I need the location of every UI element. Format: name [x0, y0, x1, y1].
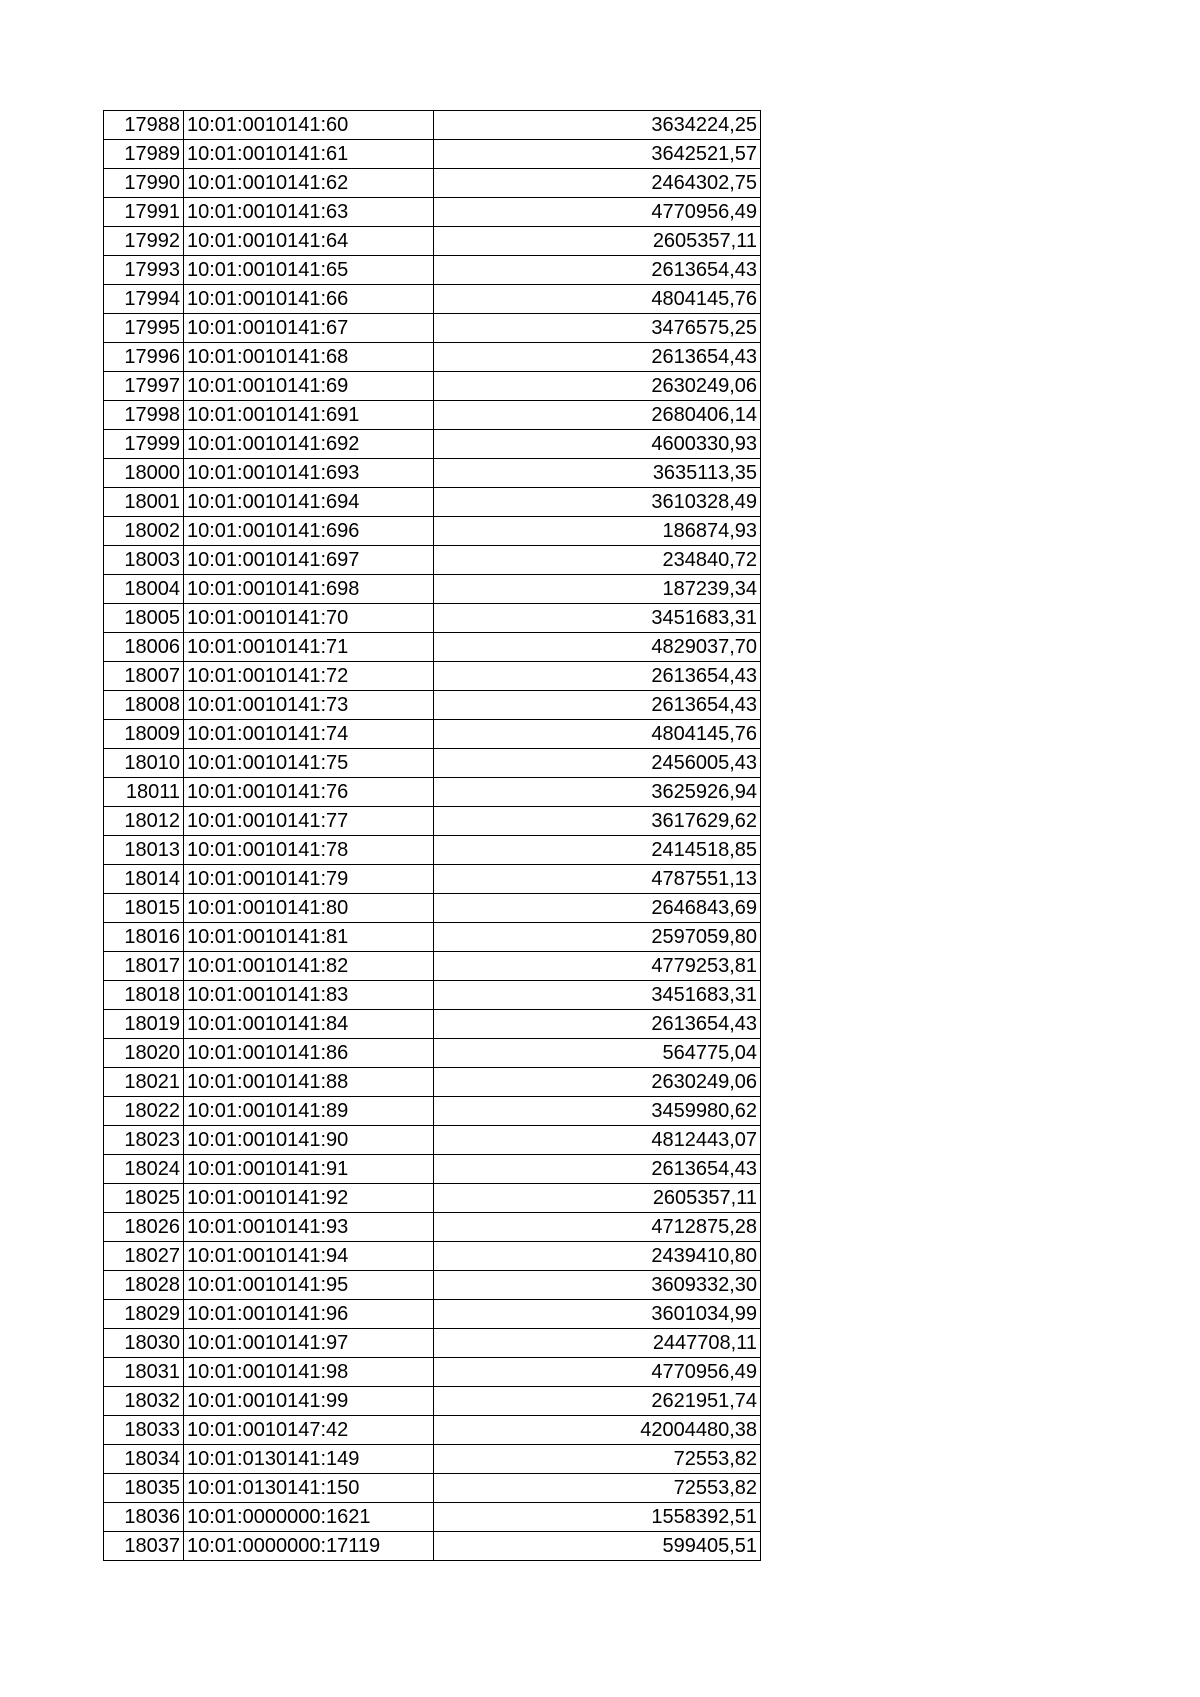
- cadastral-number-cell: 10:01:0010141:66: [184, 285, 434, 314]
- row-number-cell: 18031: [104, 1358, 184, 1387]
- table-row: [104, 169, 761, 198]
- table-row: [104, 1213, 761, 1242]
- value-cell: 4804145,76: [434, 720, 761, 749]
- row-number-cell: 18035: [104, 1474, 184, 1503]
- value-cell: 187239,34: [434, 575, 761, 604]
- value-cell: 4804145,76: [434, 285, 761, 314]
- table-row: [104, 749, 761, 778]
- cadastral-number-cell: 10:01:0130141:149: [184, 1445, 434, 1474]
- table-row: [104, 1039, 761, 1068]
- table-row: [104, 1068, 761, 1097]
- row-number-cell: 18022: [104, 1097, 184, 1126]
- table-row: [104, 981, 761, 1010]
- cadastral-number-cell: 10:01:0010141:697: [184, 546, 434, 575]
- table-row: [104, 1155, 761, 1184]
- cadastral-number-cell: 10:01:0010141:94: [184, 1242, 434, 1271]
- value-cell: 2464302,75: [434, 169, 761, 198]
- row-number-cell: 18024: [104, 1155, 184, 1184]
- cadastral-number-cell: 10:01:0010141:691: [184, 401, 434, 430]
- table-row: [104, 691, 761, 720]
- row-number-cell: 18018: [104, 981, 184, 1010]
- value-cell: 4712875,28: [434, 1213, 761, 1242]
- value-cell: 3476575,25: [434, 314, 761, 343]
- value-cell: 2605357,11: [434, 1184, 761, 1213]
- table-row: [104, 372, 761, 401]
- row-number-cell: 18007: [104, 662, 184, 691]
- row-number-cell: 18011: [104, 778, 184, 807]
- cadastral-number-cell: 10:01:0010141:60: [184, 111, 434, 140]
- table-row: [104, 227, 761, 256]
- row-number-cell: 18027: [104, 1242, 184, 1271]
- cadastral-number-cell: 10:01:0010141:694: [184, 488, 434, 517]
- row-number-cell: 17997: [104, 372, 184, 401]
- cadastral-number-cell: 10:01:0010141:84: [184, 1010, 434, 1039]
- row-number-cell: 17994: [104, 285, 184, 314]
- value-cell: 3451683,31: [434, 604, 761, 633]
- row-number-cell: 17989: [104, 140, 184, 169]
- table-row: [104, 807, 761, 836]
- cadastral-number-cell: 10:01:0010141:76: [184, 778, 434, 807]
- table-row: [104, 604, 761, 633]
- table-row: [104, 1242, 761, 1271]
- row-number-cell: 18006: [104, 633, 184, 662]
- row-number-cell: 18033: [104, 1416, 184, 1445]
- data-table: [103, 110, 761, 1561]
- table-row: [104, 1416, 761, 1445]
- row-number-cell: 18010: [104, 749, 184, 778]
- table-row: [104, 1097, 761, 1126]
- row-number-cell: 18023: [104, 1126, 184, 1155]
- table-row: [104, 575, 761, 604]
- value-cell: 3610328,49: [434, 488, 761, 517]
- cadastral-number-cell: 10:01:0010141:96: [184, 1300, 434, 1329]
- value-cell: 2613654,43: [434, 343, 761, 372]
- cadastral-number-cell: 10:01:0010141:82: [184, 952, 434, 981]
- document-page: [103, 110, 761, 1561]
- table-row: [104, 285, 761, 314]
- value-cell: 564775,04: [434, 1039, 761, 1068]
- cadastral-number-cell: 10:01:0010141:68: [184, 343, 434, 372]
- table-row: [104, 546, 761, 575]
- cadastral-number-cell: 10:01:0010141:70: [184, 604, 434, 633]
- row-number-cell: 18001: [104, 488, 184, 517]
- value-cell: 2630249,06: [434, 372, 761, 401]
- row-number-cell: 18009: [104, 720, 184, 749]
- value-cell: 2613654,43: [434, 1155, 761, 1184]
- cadastral-number-cell: 10:01:0010141:83: [184, 981, 434, 1010]
- table-row: [104, 952, 761, 981]
- row-number-cell: 18034: [104, 1445, 184, 1474]
- value-cell: 4787551,13: [434, 865, 761, 894]
- cadastral-number-cell: 10:01:0010141:71: [184, 633, 434, 662]
- row-number-cell: 18002: [104, 517, 184, 546]
- value-cell: 2613654,43: [434, 691, 761, 720]
- table-row: [104, 1358, 761, 1387]
- value-cell: 4770956,49: [434, 1358, 761, 1387]
- cadastral-number-cell: 10:01:0010141:99: [184, 1387, 434, 1416]
- value-cell: 3601034,99: [434, 1300, 761, 1329]
- row-number-cell: 17991: [104, 198, 184, 227]
- cadastral-number-cell: 10:01:0010141:73: [184, 691, 434, 720]
- cadastral-number-cell: 10:01:0010141:62: [184, 169, 434, 198]
- value-cell: 2630249,06: [434, 1068, 761, 1097]
- table-row: [104, 1532, 761, 1561]
- cadastral-number-cell: 10:01:0010141:89: [184, 1097, 434, 1126]
- table-row: [104, 633, 761, 662]
- row-number-cell: 18000: [104, 459, 184, 488]
- table-row: [104, 1184, 761, 1213]
- cadastral-number-cell: 10:01:0010141:696: [184, 517, 434, 546]
- row-number-cell: 18016: [104, 923, 184, 952]
- table-row: [104, 459, 761, 488]
- table-row: [104, 720, 761, 749]
- row-number-cell: 18028: [104, 1271, 184, 1300]
- cadastral-number-cell: 10:01:0130141:150: [184, 1474, 434, 1503]
- cadastral-number-cell: 10:01:0010141:81: [184, 923, 434, 952]
- cadastral-number-cell: 10:01:0010141:61: [184, 140, 434, 169]
- cadastral-number-cell: 10:01:0010141:72: [184, 662, 434, 691]
- table-row: [104, 894, 761, 923]
- table-body: [104, 111, 761, 1561]
- table-row: [104, 1503, 761, 1532]
- value-cell: 4779253,81: [434, 952, 761, 981]
- value-cell: 186874,93: [434, 517, 761, 546]
- table-row: [104, 662, 761, 691]
- row-number-cell: 18025: [104, 1184, 184, 1213]
- table-row: [104, 401, 761, 430]
- cadastral-number-cell: 10:01:0010141:88: [184, 1068, 434, 1097]
- table-row: [104, 488, 761, 517]
- row-number-cell: 18017: [104, 952, 184, 981]
- value-cell: 2613654,43: [434, 256, 761, 285]
- row-number-cell: 18020: [104, 1039, 184, 1068]
- table-row: [104, 517, 761, 546]
- value-cell: 599405,51: [434, 1532, 761, 1561]
- value-cell: 3625926,94: [434, 778, 761, 807]
- row-number-cell: 18003: [104, 546, 184, 575]
- cadastral-number-cell: 10:01:0010141:90: [184, 1126, 434, 1155]
- value-cell: 3617629,62: [434, 807, 761, 836]
- table-row: [104, 1271, 761, 1300]
- table-row: [104, 865, 761, 894]
- value-cell: 2680406,14: [434, 401, 761, 430]
- row-number-cell: 17990: [104, 169, 184, 198]
- value-cell: 72553,82: [434, 1474, 761, 1503]
- row-number-cell: 17995: [104, 314, 184, 343]
- row-number-cell: 18037: [104, 1532, 184, 1561]
- row-number-cell: 18021: [104, 1068, 184, 1097]
- row-number-cell: 18012: [104, 807, 184, 836]
- cadastral-number-cell: 10:01:0010141:69: [184, 372, 434, 401]
- row-number-cell: 18032: [104, 1387, 184, 1416]
- table-row: [104, 923, 761, 952]
- value-cell: 3609332,30: [434, 1271, 761, 1300]
- row-number-cell: 17988: [104, 111, 184, 140]
- row-number-cell: 18030: [104, 1329, 184, 1358]
- table-row: [104, 314, 761, 343]
- table-row: [104, 111, 761, 140]
- cadastral-number-cell: 10:01:0010141:80: [184, 894, 434, 923]
- value-cell: 2613654,43: [434, 662, 761, 691]
- table-row: [104, 343, 761, 372]
- value-cell: 2613654,43: [434, 1010, 761, 1039]
- cadastral-number-cell: 10:01:0000000:17119: [184, 1532, 434, 1561]
- row-number-cell: 18013: [104, 836, 184, 865]
- value-cell: 2439410,80: [434, 1242, 761, 1271]
- row-number-cell: 18036: [104, 1503, 184, 1532]
- row-number-cell: 18029: [104, 1300, 184, 1329]
- value-cell: 3642521,57: [434, 140, 761, 169]
- table-row: [104, 1474, 761, 1503]
- value-cell: 3635113,35: [434, 459, 761, 488]
- value-cell: 3451683,31: [434, 981, 761, 1010]
- value-cell: 2597059,80: [434, 923, 761, 952]
- value-cell: 4829037,70: [434, 633, 761, 662]
- table-row: [104, 1387, 761, 1416]
- row-number-cell: 17996: [104, 343, 184, 372]
- value-cell: 4770956,49: [434, 198, 761, 227]
- table-row: [104, 1445, 761, 1474]
- table-row: [104, 1329, 761, 1358]
- row-number-cell: 17992: [104, 227, 184, 256]
- value-cell: 1558392,51: [434, 1503, 761, 1532]
- row-number-cell: 18019: [104, 1010, 184, 1039]
- row-number-cell: 18004: [104, 575, 184, 604]
- value-cell: 2621951,74: [434, 1387, 761, 1416]
- cadastral-number-cell: 10:01:0010141:86: [184, 1039, 434, 1068]
- cadastral-number-cell: 10:01:0010141:693: [184, 459, 434, 488]
- cadastral-number-cell: 10:01:0010141:93: [184, 1213, 434, 1242]
- value-cell: 2414518,85: [434, 836, 761, 865]
- cadastral-number-cell: 10:01:0000000:1621: [184, 1503, 434, 1532]
- cadastral-number-cell: 10:01:0010141:67: [184, 314, 434, 343]
- row-number-cell: 18014: [104, 865, 184, 894]
- value-cell: 3634224,25: [434, 111, 761, 140]
- table-row: [104, 1300, 761, 1329]
- value-cell: 2605357,11: [434, 227, 761, 256]
- row-number-cell: 17999: [104, 430, 184, 459]
- table-row: [104, 140, 761, 169]
- cadastral-number-cell: 10:01:0010141:75: [184, 749, 434, 778]
- cadastral-number-cell: 10:01:0010141:77: [184, 807, 434, 836]
- row-number-cell: 17993: [104, 256, 184, 285]
- value-cell: 4600330,93: [434, 430, 761, 459]
- table-row: [104, 778, 761, 807]
- table-row: [104, 256, 761, 285]
- row-number-cell: 18008: [104, 691, 184, 720]
- table-row: [104, 1126, 761, 1155]
- value-cell: 72553,82: [434, 1445, 761, 1474]
- cadastral-number-cell: 10:01:0010141:74: [184, 720, 434, 749]
- cadastral-number-cell: 10:01:0010141:91: [184, 1155, 434, 1184]
- row-number-cell: 18005: [104, 604, 184, 633]
- cadastral-number-cell: 10:01:0010141:64: [184, 227, 434, 256]
- cadastral-number-cell: 10:01:0010147:42: [184, 1416, 434, 1445]
- table-row: [104, 198, 761, 227]
- cadastral-number-cell: 10:01:0010141:63: [184, 198, 434, 227]
- value-cell: 2456005,43: [434, 749, 761, 778]
- row-number-cell: 18026: [104, 1213, 184, 1242]
- value-cell: 42004480,38: [434, 1416, 761, 1445]
- value-cell: 4812443,07: [434, 1126, 761, 1155]
- value-cell: 2646843,69: [434, 894, 761, 923]
- cadastral-number-cell: 10:01:0010141:79: [184, 865, 434, 894]
- cadastral-number-cell: 10:01:0010141:78: [184, 836, 434, 865]
- row-number-cell: 18015: [104, 894, 184, 923]
- value-cell: 234840,72: [434, 546, 761, 575]
- cadastral-number-cell: 10:01:0010141:95: [184, 1271, 434, 1300]
- cadastral-number-cell: 10:01:0010141:698: [184, 575, 434, 604]
- value-cell: 2447708,11: [434, 1329, 761, 1358]
- cadastral-number-cell: 10:01:0010141:92: [184, 1184, 434, 1213]
- cadastral-number-cell: 10:01:0010141:98: [184, 1358, 434, 1387]
- table-row: [104, 1010, 761, 1039]
- table-row: [104, 430, 761, 459]
- value-cell: 3459980,62: [434, 1097, 761, 1126]
- cadastral-number-cell: 10:01:0010141:97: [184, 1329, 434, 1358]
- table-row: [104, 836, 761, 865]
- row-number-cell: 17998: [104, 401, 184, 430]
- cadastral-number-cell: 10:01:0010141:692: [184, 430, 434, 459]
- cadastral-number-cell: 10:01:0010141:65: [184, 256, 434, 285]
